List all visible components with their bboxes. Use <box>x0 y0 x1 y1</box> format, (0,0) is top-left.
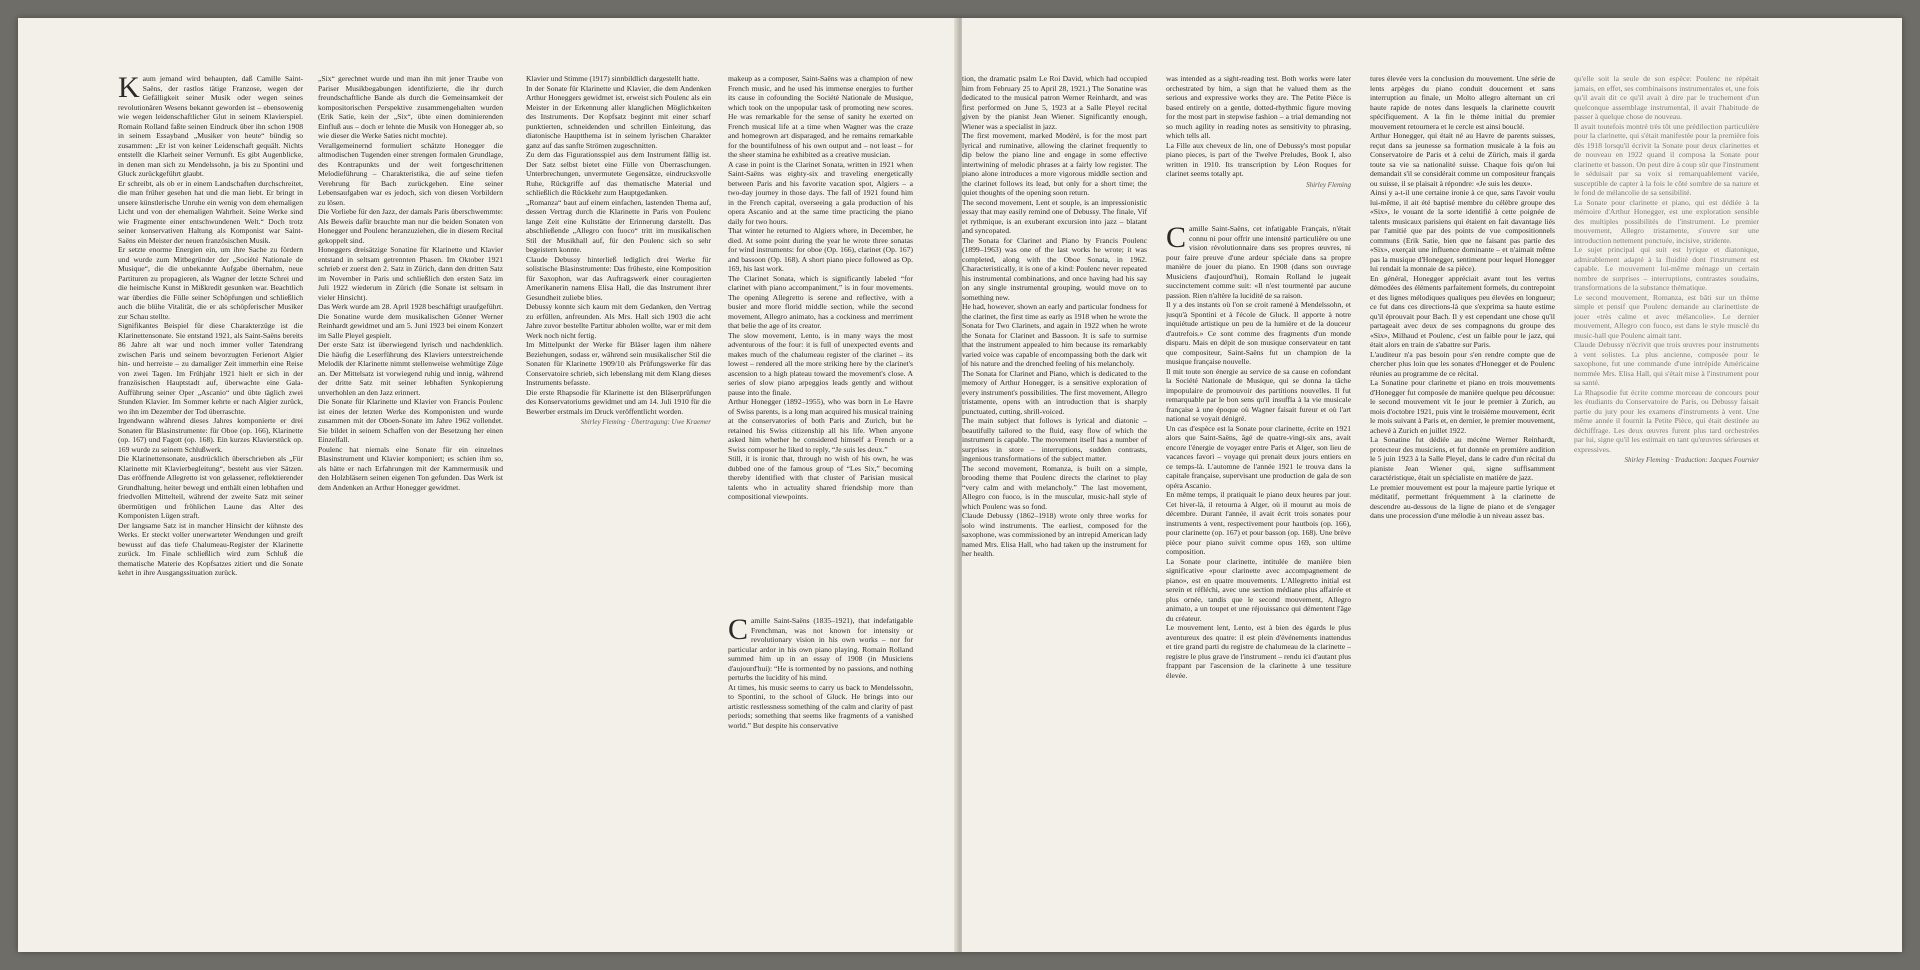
paragraph: Klavier und Stimme (1917) sinnbildlich dargestellt hatte. <box>526 74 700 83</box>
paragraph: The main subject that follows is lyrical and diatonic – beautifully tailored to the fluid, easy flow of which the instrument is capable. The movement itself has a number of surprises in store – interruptions, sudden contrasts, ingenious transformations of the subject matter. <box>962 416 1147 463</box>
paragraph: Still, it is ironic that, through no wish of his own, he was dubbed one of the famous group of “Les Six,” becoming thereby identified with that cluster of Parisian musical talents who in actuality shared friendship more than compositional viewpoints. <box>728 454 913 501</box>
paragraph: En même temps, il pratiquait le piano deux heures par jour. Cet hiver-là, il retourna à Alger, où il mourut au mois de décembre. Durant l'année, il avait écrit trois sonates pour instruments à vent, respectivement pour hautbois (op. 166), pour clarinette (op. 167) et pour basson (op. 168). Une brève pièce pour piano suivit comme opus 169, son ultime composition. <box>1166 490 1351 556</box>
paragraph: Er setzte enorme Energien ein, um ihre Sache zu fördern und wurde zum Mitbegründer der „Société Nationale de Musique“, die die unbekannte Aufgabe übernahm, neue Partituren zu propagieren, als Wagner der letzte Schrei und die heimische Kunst in Mißkredit gesunken war. Beachtlich war überdies die Fülle seiner Schöpfungen und schließlich auch die blühe Vitalität, die er als schöpferischer Musiker zur Schau stellte. <box>118 245 303 321</box>
paragraph: The Sonata for Clarinet and Piano by Francis Poulenc (1899–1963) was one of the last works he wrote; it was completed, along with the Oboe Sonata, in 1962. Characteristically, it is one of a kind: Poulenc never repeated his instrumental combinations, and once having had his say on any single instrumental grouping, would move on to something new. <box>962 235 1147 302</box>
paragraph: Die Sonate für Klarinette und Klavier von Francis Poulenc ist eines der letzten Werke des Komponisten und wurde zusammen mit der Oboen-Sonate im Jahre 1962 vollendet. Sie bildet in seinem Schaffen von der Besetzung her einen Einzelfall. <box>318 397 503 444</box>
paragraph: Le mouvement lent, Lento, est à bien des égards le plus aventureux des quatre: il est plein d'événements inattendus et tire grand parti du registre de chalumeau de la clarinette – registre le plus grave de l'instrument – rendu ici d'autant plus frappant par l'ascension de la clarinette à une tessiture élevée. <box>1166 623 1351 680</box>
paragraph: Arthur Honegger, qui était né au Havre de parents suisses, reçut dans sa jeunesse sa formation musicale à la fois au Conservatoire de Paris et à celui de Zürich, mais il garda toute sa vie sa nationalité suisse. Chaque fois qu'on lui demandait s'il se considérait comme un compositeur français ou suisse, il se plaisait à répondre: «Je suis les deux». <box>1370 131 1555 188</box>
paragraph: La Sonatine fut dédiée au mécène Werner Reinhardt, protecteur des musiciens, et fut donnée en première audition le 5 juin 1923 à la Salle Pleyel, dans le cadre d'un récital du pianiste Jean Wiener qui, signe suffisamment caractéristique, était un spécialiste en matière de jazz. <box>1370 435 1555 482</box>
paragraph: Signifikantes Beispiel für diese Charakterzüge ist die Klarinettensonate. Sie entstand 1921, als Saint-Saëns bereits 86 Jahre alt war und noch immer voller Tatendrang zwischen Paris und seinem bevorzugten Ferienort Algier hin- und herreiste – zu damaliger Zeit immerhin eine Reise von zwei Tagen. Im Frühjahr 1921 hielt er sich in der französischen Hauptstadt auf, überwachte eine Gala-Aufführung seiner Oper „Ascanio“ und übte täglich zwei Stunden Klavier. Im Sommer kehrte er nach Algier zurück, wo ihn im Dezember der Tod überraschte. <box>118 321 303 416</box>
paragraph: „Romanza“ baut auf einem einfachen, lastenden Thema auf, dessen Vertrag durch die Klarinette in Paris von Poulenc lange Zeit eine Kultstätte der Erinnerung darstellt. Das abschließende „Allegro con fuoco“ tritt im musikalischen Stil der Musikhall auf, für den Poulenc sich so sehr begeistern konnte. <box>526 197 711 254</box>
paragraph: Das Werk wurde am 28. April 1928 beschäftigt uraufgeführt. Die Sonatine wurde dem musikalischen Gönner Werner Reinhardt gewidmet und am 5. Juni 1923 bei einem Konzert im Salle Pleyel gespielt. <box>318 302 503 340</box>
paragraph: „Six“ gerechnet wurde und man ihn mit jener Traube von Pariser Musikbegabungen identifizierte, die ihr durch freundschaftliche Bande als durch die Gemeinsamkeit der kompositorischen Perspektive zusammengehalten wurden (Erik Satie, kein der „Six“, übte einen dominierenden Einfluß aus – doch er lehnte die Musik von Honegger ab, so wie dieser die Werke Saties nicht mochte). <box>318 74 503 140</box>
paragraph: qu'elle soit la seule de son espèce: Poulenc ne répétait jamais, en effet, ses combinaisons instrumentales et, une fois qu'il avait dit ce qu'il avait à dire par le truchement d'un quelconque assemblage instrumental, il avait l'habitude de passer à quelque chose de nouveau. <box>1574 74 1759 121</box>
english-column-1-text <box>728 74 913 594</box>
paragraph: La Sonatine pour clarinette et piano en trois mouvements d'Honegger fut composée de manière quelque peu décousue: le second mouvement vit le jour le premier à Zurich, au mois d'octobre 1921, puis vint le troisième mouvement, écrit le mois suivant à Paris et, en dernier, le premier mouvement, achevé à Zurich en juillet 1922. <box>1370 378 1555 435</box>
french-column-2 <box>1370 74 1555 521</box>
paragraph: In der Sonate für Klarinette und Klavier, die dem Andenken Arthur Honeggers gewidmet ist, erweist sich Poulenc als ein Meister in der Erkennung aller klanglichen Möglichkeiten des Instruments. Der Kopfsatz beginnt mit einer scharf punktierten, schneidenden und schrillen Einleitung, das diatonische Hauptthema ist in seinem lyrischen Charakter ganz auf das sanfte Strömen zugeschnitten. <box>526 83 711 150</box>
paragraph: La Rhapsodie fut écrite comme morceau de concours pour les étudiants du Conservatoire de Paris, ou Debussy faisait partie du jury pour les examens d'instruments à vent. Une même année il fournit la Petite Pièce, qui était destinée au déchiffrage. Les deux œuvres furent plus tard orchestrées par lui, signe qu'il les estimait en tant qu'œuvres sérieuses et expressives. <box>1574 387 1759 454</box>
paragraph: Poulenc hat niemals eine Sonate für ein einzelnes Blasinstrument und Klavier komponiert; es schien ihm so, als hätte er nach Erfahrungen mit der Kammermusik und den Holzbläsern seinen eigenen Ton gefunden. Das Werk ist dem Andenken an Arthur Honegger gewidmet. <box>318 444 503 492</box>
paragraph: Die erste Rhapsodie für Klarinette ist den Bläserprüfungen des Konservatoriums gewidmet und am 14. Juli 1910 für die Bewerber erstmals im Druck veröffentlicht worden. <box>526 387 711 416</box>
paragraph: The Clarinet Sonata, which is significantly labeled “for clarinet with piano accompaniment,” is in four movements. The opening Allegretto is serene and reflective, with a busier and more florid middle section, while the second movement, Allegro animato, has a cockiness and merriment that belie the age of its creator. <box>728 273 913 330</box>
paragraph: Arthur Honegger (1892–1955), who was born in Le Havre of Swiss parents, is a long man acquired his musical training at the conservatories of both Paris and Zurich, but he retained his Swiss citizenship all his life. When anyone asked him whether he considered himself a French or a Swiss composer he liked to reply, “Je suis les deux.” <box>728 397 913 454</box>
paragraph: En général, Honegger appréciait avant tout les vertus démodées des éléments parfaitement formels, du contrepoint et des lignes mélodiques qualiques peu élevées en longueur; ce fut dans ces directions-là que s'exprima sa haute estime qu'il éprouvait pour Bach. Il y est cependant une chose qu'il partageait avec deux de ses compagnons du groupe des «Six», Milhaud et Poulenc, c'est un faible pour le jazz, qui était alors en train de s'abattre sur Paris. <box>1370 273 1555 349</box>
paragraph: The second movement, Lent et souple, is an impressionistic essay that may easily remind one of Debussy. The finale, Vif et rythmique, is an exuberant excursion into jazz – blatant and syncopated. <box>962 197 1147 235</box>
left-page <box>18 18 958 952</box>
paragraph: Ainsi y a-t-il une certaine ironie à ce que, sans l'avoir voulu lui-même, il ait été baptisé membre du célèbre groupe des «Six», le vouant de la sorte identifié à cette poignée de talents musicaux parisiens qui étaient en fait davantage liés par l'amitié que par des points de vue compositionnels communs (Erik Satie, bien que ne faisant pas partie des «Six», exerçait une influence dominante – et n'aimait même pas la musique d'Honegger, sentiment pour lequel Honegger lui rendait la monnaie de sa pièce). <box>1370 188 1555 273</box>
paragraph: Claude Debussy hinterließ lediglich drei Werke für solistische Blasinstrumente: Das früheste, eine Komposition für Saxophon, war das Auftragswerk einer couragierten Amerikanerin namens Elisa Hall, die das Instrument ihrer Gesundheit zuliebe blies. <box>526 254 711 302</box>
german-column-3-text <box>526 74 711 416</box>
right-page <box>962 18 1902 952</box>
paragraph: Un cas d'espèce est la Sonate pour clarinette, écrite en 1921 alors que Saint-Saëns, âgé de quatre-vingt-six ans, avait encore l'énergie de voyager entre Paris et Alger, son lieu de vacances favori – voyage qui prenait deux jours entiers en ce temps-là. L'automne de l'année 1921 le trouva dans la capitale française, supervisant une production de gala de son opéra Ascanio. <box>1166 423 1351 490</box>
english-column-3 <box>1166 74 1351 680</box>
paragraph: Er schreibt, als ob er in einem Landschaften durchschreitet, die man früher gesehen hat und die man liebt. Er bringt in unsere künstlerische Unruhe ein wenig von dem ehemaligen Licht und von der ehemaligen Wahrheit. Seine Werke sind wie Fragmente einer entschwundenen Welt.“ Doch trotz seiner konservativen Haltung als Komponist war Saint-Saëns ein Meister der neuen französischen Musik. <box>118 178 303 245</box>
paragraph: Irgendwann während dieses Jahres komponierte er drei Sonaten für Blasinstrumente: für Oboe (op. 166), Klarinette (op. 167) und Fagott (op. 168). Ein kurzes Klavierstück op. 169 wurde zu seinem Schlußwerk. <box>118 416 303 454</box>
paragraph: was intended as a sight-reading test. Both works were later orchestrated by him, a sign that he valued them as the serious and expressive works they are. The Petite Pièce is based entirely on a gentle, dotted-rhythmic figure moving for the most part in stepwise fashion – a trial demanding not so much agility in reading notes as sensitivity to phrasing, which tells all. <box>1166 74 1351 140</box>
french-intro-box <box>1166 221 1351 680</box>
paragraph: Der langsame Satz ist in mancher Hinsicht der kühnste des Werks. Er steckt voller unerwarteter Wendungen und greift bewusst auf das tiefe Chalumeau-Register der Klarinette zurück. Im Finale schließlich wird zum Schluß die thematische Materie des Kopfsatzes zitiert und die Sonate kehrt in ihre Ausgangssituation zurück. <box>118 520 303 577</box>
english-signature: Shirley Fleming <box>1306 180 1351 189</box>
paragraph: At times, his music seems to carry us back to Mendelssohn, to Spontini, to the school of Gluck. He brings into our artistic restlessness something of the calm and clarity of past periods; something that seems like fragments of a vanished world.” But despite his conservative <box>728 682 913 730</box>
paragraph: Zu dem das Figurationsspiel aus dem Instrument fällig ist. Der Satz selbst bietet eine Fülle von Überraschungen. Unterbrechungen, unvermutete Gegensätze, eindrucksvolle Ruhe, Rückgriffe auf das thematische Material und schließlich die Rückkehr zum Hauptgedanken. <box>526 150 711 197</box>
paragraph: The second movement, Romanza, is built on a simple, brooding theme that Poulenc directs the clarinet to play “very calm and with melancholy.” The last movement, Allegro con fuoco, is in the muscular, music-hall style of which Poulenc was so fond. <box>962 463 1147 511</box>
paragraph: Le premier mouvement est pour la majeure partie lyrique et méditatif, permettant fréquemment à la clarinette de descendre au-dessous de la ligne de piano et de s'engager dans une procession d'une mélodie à un niveau assez bas. <box>1370 482 1555 520</box>
paragraph: That winter he returned to Algiers where, in December, he died. At some point during the year he wrote three sonatas for wind instruments: for oboe (Op. 166), clarinet (Op. 167) and bassoon (Op. 168). A short piano piece followed as Op. 169, his last work. <box>728 226 913 273</box>
german-column-2 <box>318 74 503 492</box>
paragraph: Der erste Satz ist überwiegend lyrisch und nachdenklich. Die häufig die Leserführung des Klaviers unterstreichende Melodik der Klarinette nimmt stellenweise wehmütige Züge an. Der Mittelsatz ist vorwiegend ruhig und innig, während der dritte Satz mit seiner lebhaften Synkopierung unverhohlen an den Jazz erinnert. <box>318 340 503 397</box>
paragraph: L'auditeur n'a pas besoin pour s'en rendre compte que de chercher plus loin que les sonates d'Honegger et de Poulenc réunies au programme de ce récital. <box>1370 349 1555 378</box>
paragraph: Il mit toute son énergie au service de sa cause en cofondant la Société Nationale de Musique, qui se donna la tâche impopulaire de promouvoir des partitions nouvelles. Il fut remarquable par le bon sens qu'il insuffla à la vie musicale française à une époque où Wagner faisait fureur et où l'art national se voyait dénigré. <box>1166 366 1351 423</box>
paragraph: Il y a des instants où l'on se croit ramené à Mendelssohn, et jusqu'à Spontini et à l'école de Gluck. Il apporte à notre inquiétude artistique un peu de la lumière et de la douceur d'autrefois.» Ce sont comme des fragments d'un monde disparu. Mais en dépit de son musique conservateur en tant que compositeur, Saint-Saëns fut un champion de la musique française nouvelle. <box>1166 300 1351 366</box>
paragraph: Claude Debussy n'écrivit que trois œuvres pour instruments à vent solistes. La plus ancienne, composée pour le saxophone, fut une commande d'une intrépide Américaine nommée Mrs. Elisa Hall, qui s'était mise à l'instrument pour sa santé. <box>1574 340 1759 387</box>
french-column-3 <box>1574 74 1759 466</box>
paragraph: La Sonate pour clarinette, intitulée de manière bien significative «pour clarinette avec accompagnement de piano», est en quatre mouvements. L'Allegretto initial est serein et réfléchi, avec une section médiane plus affairée et plus ornée, tandis que le second mouvement, Allegro animato, a un toupet et une réjouissance qui démentent l'âge du créateur. <box>1166 556 1351 623</box>
paragraph: La Fille aux cheveux de lin, one of Debussy's most popular piano pieces, is part of the Twelve Preludes, Book I, also written in 1910. Its transcription by Léon Roques for clarinet seems totally apt. <box>1166 140 1351 178</box>
paragraph: tion, the dramatic psalm Le Roi David, which had occupied him from February 25 to April 28, 1921.) The Sonatine was dedicated to the musical patron Werner Reinhardt, and was first performed on June 5, 1923 at a Salle Pleyel recital given by the pianist Jean Wiener. Significantly enough, Wiener was a specialist in jazz. <box>962 74 1147 131</box>
paragraph: Kaum jemand wird behaupten, daß Camille Saint-Saëns, der rastlos tätige Franzose, wegen der Gefälligkeit seiner Musik oder wegen seines revolutionären Wesens bekannt geworden ist – ebensowenig wie wegen leidenschaftlicher Glut in seinem Klavierspiel. Romain Rolland faßte seinen Eindruck über ihn schon 1908 in seinem Essayband „Musiker von heute“ bündig so zusammen: „Er ist von keiner Leidenschaft gequält. Nichts entstellt die Klarheit seiner Vernunft. Es gibt Augenblicke, in denen man sich zu Mendelssohn, ja bis zu Spontini und Gluck zurückgeführt glaubt. <box>118 74 303 178</box>
paragraph: Debussy konnte sich kaum mit dem Gedanken, den Vertrag zu erfüllen, anfreunden. Als Mrs. Hall sich 1903 die acht Jahre zuvor bestellte Partitur abholen wollte, war er mit dem Werk noch nicht fertig. <box>526 302 711 340</box>
english-column-3-text <box>1166 74 1351 179</box>
paragraph: The first movement, marked Modéré, is for the most part lyrical and ruminative, allowing the clarinet frequently to dip below the piano line and engage in some effective intertwining of melodic phrases at a fairly low register. The piano alone introduces a more vigorous middle section and the clarinet follows its lead, but only for a short time; the quiet thoughts of the opening soon return. <box>962 131 1147 197</box>
paragraph: A case in point is the Clarinet Sonata, written in 1921 when Saint-Saëns was eighty-six and traveling energetically between Paris and his favorite vacation spot, Algiers – a two-day journey in those days. The fall of 1921 found him in the French capital, overseeing a gala production of his opera Ascanio and at the same time practicing the piano daily for two hours. <box>728 159 913 226</box>
paragraph: Im Mittelpunkt der Werke für Bläser lagen ihm nähere Beziehungen, sodass er, während sein musikalischer Stil die Sonaten für Klarinette 1909/10 als Prüfungswerke für das Conservatoire schrieb, sich lebenslang mit dem Klang dieses Instruments befasste. <box>526 340 711 387</box>
english-column-2 <box>962 74 1147 559</box>
paragraph: makeup as a composer, Saint-Saëns was a champion of new French music, and he used his immense energies to further its cause in cofounding the Société Nationale de Musique, which took on the unpopular task of promoting new scores. He was remarkable for the sense of sanity he exerted on French musical life at a time when Wagner was the craze and homegrown art disparaged, and he remains remarkable for the bountifulness of his own output and – not least – for the sheer stamina he exhibited as a creative musician. <box>728 74 913 159</box>
english-intro-box <box>728 613 913 730</box>
paragraph: tures élevée vers la conclusion du mouvement. Une série de lents arpèges du piano conduit doucement et sans interruption au finale, un Molto allegro alternant un cri haute rapide de notes dans lesquels la clarinette couvrit spécifiquement. A la fin le thème initial du premier mouvement retournera et le cercle est ainsi bouclé. <box>1370 74 1555 131</box>
paragraph: Verallgemeinernd formuliert schätzte Honegger die altmodischen Tugenden einer strengen formalen Grundlage, des Kontrapunkts und der weit fortgeschrittenen Melodieführung – Charakteristika, die auf seine tiefen Verehrung für Bach zurückgehen. Eine seiner Lebensaufgaben war es jedoch, sich von diesen Vorbildern zu lösen. <box>318 140 503 207</box>
paragraph: La Sonate pour clarinette et piano, qui est dédiée à la mémoire d'Arthur Honegger, est une exploration sensible des multiples possibilités de l'instrument. Le premier mouvement, Allegro tristamente, s'ouvre sur une introduction nettement ponctuée, incisive, stridente. <box>1574 197 1759 245</box>
paragraph: Camille Saint-Saëns, cet infatigable Français, n'était connu ni pour offrir une intensité particulière ou une vision révolutionnaire dans ses propres œuvres, ni pour faire preuve d'une ardeur spéciale dans sa propre manière de jouer du piano. En 1908 (dans son ouvrage Musiciens d'aujourd'hui), Romain Rolland le jugeait succinctement comme suit: «Il n'est tourmenté par aucune passion. Rien n'altère la lucidité de sa raison. <box>1166 221 1351 300</box>
paragraph: Die Klarinettensonate, ausdrücklich überschrieben als „Für Klarinette mit Klavierbegleitung“, besteht aus vier Sätzen. Das eröffnende Allegretto ist von gelassener, reflektierender Grundhaltung, heiter bewegt und enthält einen lebhaften und friedvollen Mittelteil, während der zweite Satz mit seiner übermütigen und fröhlichen Laune das Alter des Komponisten Lügen straft. <box>118 454 303 520</box>
paragraph: Il avait toutefois montré très tôt une prédilection particulière pour la clarinette, qui s'était manifestée pour la première fois dès 1918 lorsqu'il écrivit la Sonate pour deux clarinettes et de nouveau en 1922 quand il composa la Sonate pour clarinette et basson. On peut dire à coup sûr que l'instrument le séduisait par sa voix si remarquablement variée, susceptible de capter à la fois le côté sombre de sa nature et le fond de mélancolie de sa sensibilité. <box>1574 121 1759 197</box>
french-column-3-text <box>1574 74 1759 454</box>
paragraph: Claude Debussy (1862–1918) wrote only three works for solo wind instruments. The earliest, composed for the saxophone, was commissioned by an intrepid American lady named Mrs. Elisa Hall, who had taken up the instrument for her health. <box>962 511 1147 558</box>
paragraph: Le second mouvement, Romanza, est bâti sur un thème simple et pensif que Poulenc demande au clarinettiste de jouer «très calme et avec mélancolie». Le dernier mouvement, Allegro con fuoco, est dans le style musclé du music-hall que Poulenc aimait tant. <box>1574 292 1759 340</box>
paragraph: Le sujet principal qui suit est lyrique et diatonique, admirablement adapté à la fluidité dont l'instrument est capable. Le mouvement lui-même ménage un certain nombre de surprises – interruptions, contrastes soudains, transformations de la substance thématique. <box>1574 245 1759 292</box>
paragraph: Die Vorliebe für den Jazz, der damals Paris überschwemmte: Als Beweis dafür brauchte man nur die beiden Sonaten von Honegger und Poulenc heranzuziehen, die in diesem Recital gekoppelt sind. <box>318 207 503 245</box>
paragraph: Honeggers dreisätzige Sonatine für Klarinette und Klavier entstand in seltsam getrennten Phasen. Im Oktober 1921 schrieb er zuerst den 2. Satz in Zürich, dann den dritten Satz im November in Paris und schließlich den ersten Satz im Juli 1922 wiederum in Zürich (die Sonate ist seltsam in vieler Hinsicht). <box>318 245 503 302</box>
german-column-3 <box>526 74 711 428</box>
german-signature: Shirley Fleming · Übertragung: Uwe Kraemer <box>580 418 711 426</box>
paragraph: Camille Saint-Saëns (1835–1921), that indefatigable Frenchman, was not known for intensity or revolutionary vision in his own works – nor for particular ardor in his own piano playing. Romain Rolland summed him up in an essay of 1908 (in Musiciens d'aujourd'hui): “He is tormented by no passions, and nothing perturbs the lucidity of his mind. <box>728 613 913 682</box>
english-column-1 <box>728 74 913 730</box>
paragraph: The slow movement, Lento, is in many ways the most adventurous of the four: it is full of unexpected events and makes much of the chalumeau register of the clarinet – its lowest – rendered all the more striking here by the clarinet's ascension to a high plateau toward the movement's close. A series of slow piano arpeggios leads gently and without pause into the finale. <box>728 330 913 397</box>
german-column-1 <box>118 74 303 578</box>
french-signature: Shirley Fleming · Traduction: Jacques Fournier <box>1624 456 1759 464</box>
paragraph: The Sonata for Clarinet and Piano, which is dedicated to the memory of Arthur Honegger, is a sensitive exploration of every instrument's possibilities. The first movement, Allegro tristamente, opens with an introduction that is sharply punctuated, cutting, shrill-voiced. <box>962 368 1147 416</box>
paragraph: He had, however, shown an early and particular fondness for the clarinet, the first time as early as 1918 when he wrote the Sonata for Two Clarinets, and again in 1922 when he wrote the Sonata for Clarinet and Bassoon. It is safe to surmise that the instrument appealed to him because its remarkably varied voice was capable of encompassing both the dark wit of his nature and the drenched feeling of his melancholy. <box>962 302 1147 368</box>
booklet-spread <box>18 18 1902 952</box>
